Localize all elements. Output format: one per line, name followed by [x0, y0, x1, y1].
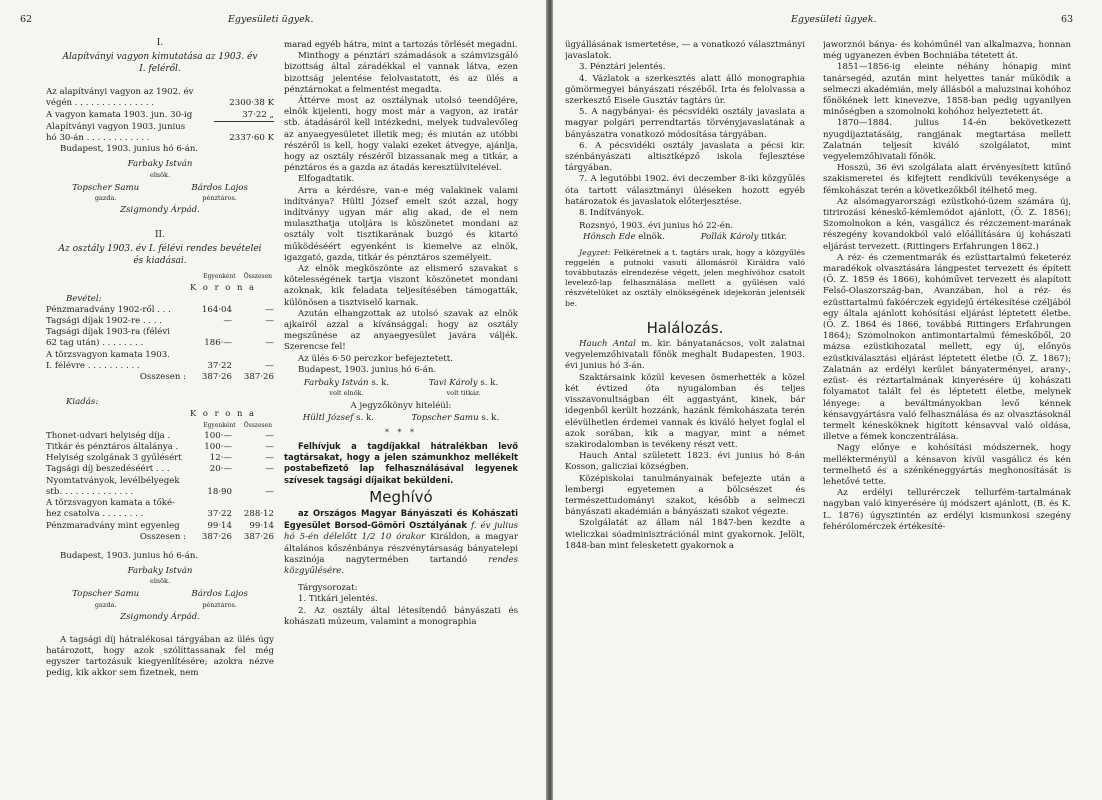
right-page — [553, 0, 1102, 800]
section-title: Alapítványi vagyon kimutatása az 1903. év I. feléről. — [62, 52, 258, 75]
ledger-label: Nyomtatványok, levélbélyegek — [46, 475, 180, 486]
ledger-amount: 99·14 — [207, 520, 232, 531]
paragraph: Szaktársaink közül kevesen ösmerhették a közel két évtized óta nyugalomban és teljes visszavonultságban élt aggastyánt, kinek, bár idegenből került hozzánk, hazánk fémkohászata terén elévülhetlen érdemei vannak és kiváló helyet foglal el azok sorában, kik a magyar, mint a német szakirodalomban is tevékeny részt vett. — [565, 372, 805, 450]
place-date: Budapest, 1903. junius hó 6-án. — [298, 364, 437, 375]
ledger-amount: — — [265, 430, 274, 441]
ledger-amount: — — [265, 338, 274, 349]
place-date: Rozsnyó, 1903. évi junius hó 22-én. — [579, 221, 734, 232]
ledger-label: Titkár és pénztáros általánya . — [46, 442, 179, 453]
income-heading: Bevétel: — [66, 293, 102, 304]
ledger-row — [46, 442, 274, 453]
section-number: I. — [156, 38, 164, 48]
page-number: 62 — [20, 14, 33, 25]
currency-label: K o r o n a — [189, 282, 256, 293]
ledger-row: Alapítványi vagyon 1903. junius — [46, 121, 186, 132]
president-title: elnök. — [149, 170, 171, 179]
paragraph: ügyállásának ismertetése, — a vonatkozó választmányi javaslatok. — [565, 40, 805, 62]
paragraph: Az alsómagyarországi ezüstkohó-üzem számára új, titrirozási kéneskő-kémlemódot ajánlott, (Ö. Z. 1856); Szomolnokon a kén, vasgálicz és rézczement-marának részegény kovandokból való előállítására új kohászati eljárást tervezett. (Rittingers Erfahrungen 1862.) — [823, 196, 1071, 252]
paragraph: Szolgálatát az állam nál 1847-ben kezdte a wieliczkai sóadminisztrációnál mint gyakornok. Jelölt, 1848-ban mint felesketett gyakornok a — [565, 518, 805, 551]
ledger-label: Thonet-udvari helyiség díja . — [46, 430, 171, 441]
paragraph: Arra a kérdésre, van-e még valakinek valami indítványa? Hültl József emelt szót azzal, hogy indítványy ugyan már alig akad, de el nem mulaszthatja utoljára is köszönetet mondani az osztály volt tisztikarának buzgó és kitartó működéséért egyenként is kiemelve az elnök, igazgató, gazda, titkár és pénztáros személyeit. — [284, 185, 518, 263]
running-head: Egyesületi ügyek. — [791, 14, 877, 25]
ledger-label: A törzsvagyon kamata a tőké- — [46, 498, 175, 509]
ledger-row: Az alapítványi vagyon az 1902. év — [46, 87, 194, 98]
ledger-amount: 186·— — [204, 338, 232, 349]
paragraph: Elfogadtatik. — [298, 174, 355, 185]
ledger-label: Helyiség szolgának 3 gyűlésért — [46, 453, 182, 464]
agenda-item: 5. A nagybányai- és pécsvidéki osztály javaslata a magyar polgári perrendtartás törvényjavaslatának a bányászatra vonatkozó módosítása tárgyában. — [565, 107, 805, 140]
ledger-label: 62 tag után) . . . . . . . . — [46, 338, 144, 349]
paragraph: Hauch Antal született 1823. évi junius hó 8-án Kosson, galicziai községben. — [565, 451, 805, 473]
agenda-item: 8. Indítványok. — [579, 208, 645, 219]
ledger-row — [46, 350, 274, 361]
ledger-row: A vagyon kamata 1903. jun. 30-ig 37·22 „ — [46, 110, 274, 122]
agenda-item: 2. Az osztály által létesítendő bányászati és kohászati múzeum, valamint a monographia — [284, 605, 518, 627]
paragraph: A tagsági díj hátralékosai tárgyában az ülés úgy határozott, hogy azok szólíttassanak fel még egyszer tartozásuk kiegyenlítésére; azokra nézve pedig, kik akkor sem fizetnek, nem — [46, 634, 274, 679]
ledger-amount: — — [265, 464, 274, 475]
ledger-amount: 18·90 — [207, 486, 232, 497]
paragraph: Az elnök megköszönte az elismerő szavakat s kötelességének tartja viszont köszönetet mondani azoknak, kik feladata teljesítésében támogatták, különösen a tisztviselő karnak. — [284, 264, 518, 308]
expense-heading: Kiadás: — [66, 397, 99, 408]
ledger-row — [46, 316, 274, 327]
section-number: II. — [155, 230, 165, 241]
paragraph: Hauch Antal m. kir. bányatanácsos, volt zalatnai vegyelemzőhivatali főnök meghalt Budapesten, 1903. évi junius hó 3-án. — [565, 339, 805, 372]
left-page-column-2 — [284, 40, 518, 796]
column-headers: Egyenként Összesen — [203, 273, 272, 281]
right-page-column-1 — [565, 40, 805, 796]
agenda-item: 4. Vázlatok a szerkesztés alatt álló monographia gömörmegyei bányászati részéből. Irta és felolvassa a szerkesztő Eisele Gusztáv tagtárs úr. — [565, 73, 805, 107]
ledger-row — [46, 464, 274, 475]
president-title: elnök. — [149, 577, 171, 586]
footnote: Jegyzet: Felkéretnek a t. tagtárs urak, hogy a közgyűlés reggelén a putnoki vasuti állomásról Királdra való továbbutazás elrendezése végett, jelen meghívóhoz csatolt levelező-lap felhasználása mellett a gyűlésen való részvételüket az osztály elnökségének idejekorán jelentsék be. — [565, 247, 805, 308]
ledger-row: végén . . . . . . . . . . . . . . . 2300·38 K — [46, 98, 274, 109]
ledger-label: Tagsági díjak 1902-re . . . . — [46, 316, 163, 327]
paragraph: Nagy előnye e kohósítási módszernek, hogy mellékterményül a kénsavon kívül vasgálicz és kén termelhető és a szénkéneggyártás meghonosítását is lehetővé tette. — [823, 443, 1071, 487]
right-page-column-2 — [823, 40, 1071, 796]
ledger-label: Pénzmaradvány mint egyenleg — [46, 520, 180, 531]
paragraph: Hosszú, 36 évi szolgálata alatt érvényesített kitűnő szakismeretei és kifejtett rendkívüli tevékenysége a fémkohászat terén a következőkből ítélhető meg. — [823, 163, 1071, 196]
ledger-amount: 100·— — [204, 430, 232, 441]
verification-label: A jegyzőkönyv hiteléül: — [350, 401, 452, 412]
ledger-row — [46, 305, 274, 316]
ledger-row — [46, 327, 274, 338]
paragraph: 1870—1884. julius 14-én bekövetkezett nyugdíjaztatásáig, rangjának megtartása mellett Zalatnán teljesít kiváló szolgálatot, mint vegyelemzőhivatali főnök. — [823, 118, 1071, 163]
ledger-amount: 37·22 — [207, 360, 232, 371]
ledger-amount: — — [265, 360, 274, 371]
secretary-name: Zsigmondy Árpád. — [120, 204, 200, 215]
currency-label: K o r o n a — [189, 408, 256, 419]
page-number: 63 — [1061, 14, 1074, 25]
invitation-title: Meghívó — [369, 487, 433, 506]
president-name: Farbaky István — [127, 566, 193, 577]
ledger-row — [46, 431, 274, 442]
paragraph: marad egyéb hátra, mint a tartozás törlését megadni. — [284, 40, 518, 50]
ledger-amount: — — [265, 453, 274, 464]
notice: Felhívjuk a tagdíjakkal hátralékban levő tagtársakat, hogy a jelen számunkhoz mellékelt postabefizető lap felhasználásával legyenek szívesek tagsági díjaikat beküldeni. — [284, 440, 518, 485]
signature-pair: Topscher Samu gazda. Bárdos Lajos pénztáros. — [72, 182, 248, 202]
ledger-amount: — — [265, 486, 274, 497]
agenda-item: 7. A legutóbbi 1902. évi deczember 8-iki közgyűlés óta tartott választmányi üléseken hozott egyéb határozatok és javaslatok előterjesztése. — [565, 174, 805, 207]
paragraph: Az erdélyi tellurérczek tellurfém-tartalmának nagyban való kinyerésére új módszert ajánlott, (B. és K. L. 1876) úgysztintén az erdélyi kismunkosi szegény fehérólomérczek értékesíté- — [823, 488, 1071, 532]
expense-total: Összesen : 387·26 387·26 — [139, 531, 274, 542]
paragraph: A réz- és czementmarák és ezüsttartalmú feketeréz maradékok olvasztására lángpestet tervezett és épített (Ö. Z. 1859 és 1866), kohóművet tervezett és alapított Felső-Olaszország-ban, Avanzában, hol a réz- és ezüsttartalmú fakóérczek egyidejű értékesítése czéljából egy általa ajánlott kohósítási eljárást léptetett életbe. (Ö. Z. 1864 és 1866, továbbá Rittingers Erfahrungen 1864); Szomolnokon antimontartalmú fémeskőből, 20 mázsa ezüstkihozatal mellett, egy új, előnyös ezüstkiválasztási eljárást léptetett életbe (Ö. Z. 1867); Zalatnán az erdélyi kerület bányaterményei, arany-, ezüst- és réztartalmának kinyerésére új kohászati folyamatot talált fel és léptetett életbe, melynek lényege: a beváltmányokban levő kénnek kénsavgyártásra való felhasználása és az olvasztásoknál termelt kénesköknek higított kénsavval való oldása, illetve a fémek konczentrálása. — [823, 252, 1071, 443]
paragraph: Az ülés 6·50 perczkor befejeztetett. — [298, 353, 453, 364]
ledger-row — [46, 487, 274, 498]
president-name: Farbaky István — [127, 159, 193, 170]
expense-table — [46, 431, 274, 532]
signature-pair: Hültl József s. k. Topscher Samu s. k. — [302, 412, 500, 423]
invitation-text: az Országos Magyar Bányászati és Kohászati Egyesület Borsod-Gömöri Osztályának f. év julius hó 5-én délelőtt 1/2 10 órakor Királdon, a magyar általános kőszénbánya részvénytársaság bányatelepi kaszinója nagytermében tartandó rendes közgyűlésére. — [284, 507, 518, 576]
running-head: Egyesületi ügyek. — [228, 14, 314, 25]
paragraph: Áttérve most az osztálynak utolsó teendőjére, elnök kijelenti, hogy most már a vagyon, az iratár stb. átadásáról kell intézkedni, melyek tudvalevőleg az anyaegyesületet illetik meg; és miután az utóbbi részéről is kell, hogy valaki ezeket átvegye, ajánlja, hogy az osztály részéről bizassanak meg a titkár, a pénztáros és a gazda az átadás keresztülvitelével. — [284, 96, 518, 174]
section-title: Az osztály 1903. év I. félévi rendes bevételei és kiadásai. — [58, 244, 262, 267]
ledger-row — [46, 509, 274, 520]
signature-pair: Topscher Samu gazda. Bárdos Lajos pénztáros. — [72, 589, 248, 609]
ledger-label: Tagsági díj beszedéséért . . . — [46, 464, 170, 475]
signature-pair: Farbaky István s. k. volt elnök. Tavi Károly s. k. volt titkár. — [303, 378, 499, 398]
ledger-row — [46, 338, 274, 349]
signature-pair: Hönsch Ede elnök. Pollák Károly titkár. — [582, 232, 787, 243]
income-total: Összesen : 387·26 387·26 — [139, 372, 274, 383]
paragraph: 1851—1856-ig eleinte néhány hónapig mint tanársegéd, azután mint helyettes tanár működik a selmeczi akadémián, mely állásból a maluzsinai kohóhoz főnökének lett kinevezve, 1858-ban pedig ugyanilyen minőségben a szomolnoki kohóhoz helyeztetett át. — [823, 62, 1071, 118]
left-page-column-1 — [46, 36, 274, 796]
ledger-amount: 164·04 — [201, 304, 232, 315]
separator-stars: * * * — [384, 427, 418, 437]
ledger-amount: — — [265, 316, 274, 327]
column-headers: Egyenként Összesen — [203, 421, 272, 429]
ledger-label: Pénzmaradvány 1902-ről . . . — [46, 304, 171, 315]
ledger-row — [46, 453, 274, 464]
ledger-amount: 12·— — [209, 453, 232, 464]
agenda-item: 3. Pénztári jelentés. — [579, 62, 666, 73]
obituary-title: Halálozás. — [646, 318, 724, 337]
ledger-label: I. félévre . . . . . . . . . . — [46, 360, 140, 371]
ledger-amount: 20·— — [209, 464, 232, 475]
income-table — [46, 305, 274, 372]
paragraph: jaworznói bánya- és kohóműnél van alkalmazva, honnan még ugyanezen évben Bochniába tétetett át. — [823, 40, 1071, 62]
ledger-amount: — — [265, 442, 274, 453]
ledger-row — [46, 361, 274, 372]
paragraph: Azután elhangzottak az utolsó szavak az elnök ajkairól azzal a kívánsággal: hogy az osztály megszűnése az anyaegyesület javára váljék. Szerencse fel! — [284, 308, 518, 353]
ledger-row — [46, 521, 274, 532]
agenda-item: 6. A pécsvidéki osztály javaslata a pécsi kir. szénbányászati altisztképző iskola fejlesztése tárgyában. — [565, 140, 805, 174]
ledger-amount: 288·12 — [243, 509, 274, 520]
agenda-label: Tárgysorozat: — [298, 583, 358, 594]
ledger-label: hez csatolva . . . . . . . . — [46, 509, 144, 520]
ledger-amount: 100·— — [204, 442, 232, 453]
ledger-amount: — — [265, 304, 274, 315]
place-date: Budapest, 1903. junius hó 6-án. — [60, 550, 199, 561]
ledger-row: hó 30-án . . . . . . . . . . . . 2337·60 K — [46, 133, 274, 144]
ledger-label: Tagsági díjak 1903-ra (félévi — [46, 327, 170, 338]
ledger-label: stb. . . . . . . . . . . . . . — [46, 486, 134, 497]
ledger-row — [46, 498, 274, 509]
ledger-row — [46, 476, 274, 487]
secretary-name: Zsigmondy Árpád. — [120, 611, 200, 622]
paragraph: Minthogy a pénztári számadások a számvizsgáló bizottság által záradékkal el vannak látva, ezen bizottság jelentése felolvastatott, és az ülés a pénztárnokat a felmentést megadta. — [284, 51, 518, 95]
place-date: Budapest, 1903. junius hó 6-án. — [60, 144, 199, 155]
ledger-amount: 37·22 — [207, 509, 232, 520]
ledger-amount: — — [223, 316, 232, 327]
ledger-amount: 99·14 — [249, 520, 274, 531]
left-page — [0, 0, 548, 800]
paragraph: Középiskolai tanulmányainak befejezte után a lembergi egyetemen a bölcsészet és természettudományi szakot, később a selmeczi bányászati akadémián a bányászati szakot végezte. — [565, 473, 805, 518]
agenda-item: 1. Titkári jelentés. — [298, 594, 378, 605]
ledger-label: A törzsvagyon kamata 1903. — [46, 349, 170, 360]
